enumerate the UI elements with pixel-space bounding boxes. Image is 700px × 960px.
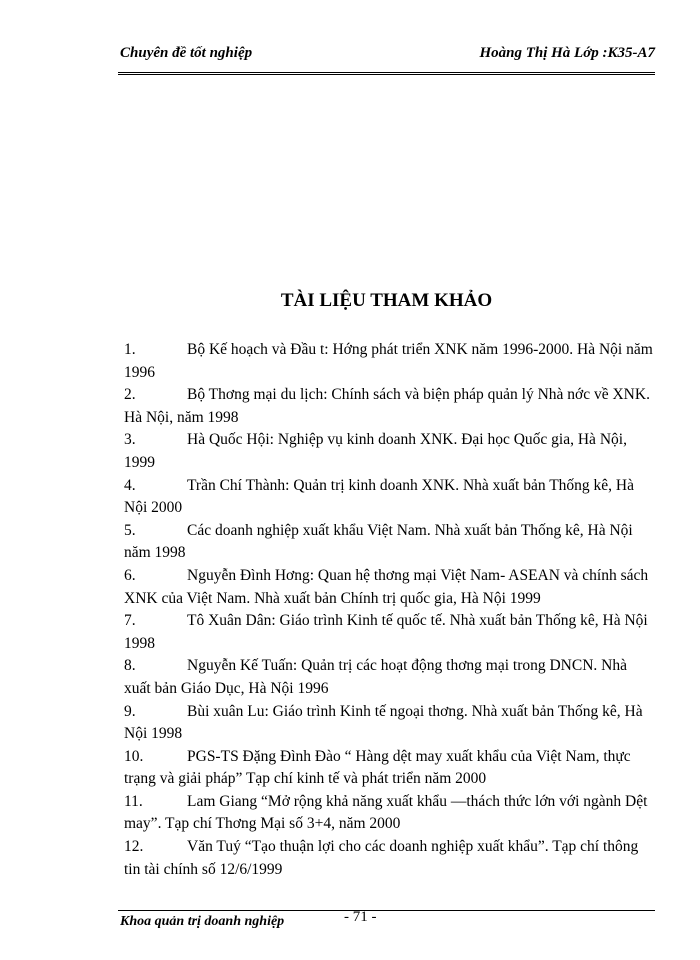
reference-number: 9.: [124, 702, 136, 720]
reference-text: Văn Tuý “Tạo thuận lợi cho các doanh nghiệp xuất khẩu”. Tạp chí thông tin tài chính số 12/6/1999: [124, 838, 639, 878]
reference-number: 1.: [124, 341, 136, 358]
reference-item: [124, 701, 654, 746]
reference-number: 11.: [124, 792, 143, 810]
reference-text: Các doanh nghiệp xuất khẩu Việt Nam. Nhà xuất bản Thống kê, Hà Nội năm 1998: [124, 521, 633, 562]
reference-number: 2.: [124, 386, 136, 404]
reference-text: Bùi xuân Lu: Giáo trình Kinh tế ngoại thơng. Nhà xuất bản Thống kê, Hà Nội 1998: [124, 702, 643, 743]
footer-left-text: Khoa quản trị doanh nghiệp: [120, 914, 285, 928]
reference-number: 7.: [124, 612, 136, 630]
reference-item: [124, 429, 654, 474]
reference-item: [124, 384, 654, 429]
reference-item: [124, 565, 654, 610]
reference-number: 4.: [124, 476, 136, 494]
reference-item: [124, 475, 654, 520]
page-header: [118, 42, 655, 75]
footer-divider: [118, 910, 655, 911]
reference-item: [124, 339, 654, 384]
reference-text: Trần Chí Thành: Quản trị kinh doanh XNK. Nhà xuất bản Thống kê, Hà Nội 2000: [124, 476, 635, 517]
reference-item: [124, 836, 654, 881]
reference-item: [124, 655, 654, 700]
reference-number: 8.: [124, 657, 136, 675]
header-left-text: Chuyên đề tốt nghiệp: [120, 45, 253, 61]
reference-text: Lam Giang “Mở rộng khả năng xuất khẩu —thách thức lớn với ngành Dệt may”. Tạp chí Thơng Mại số 3+4, năm 2000: [124, 792, 648, 833]
reference-text: Tô Xuân Dân: Giáo trình Kinh tế quốc tế. Nhà xuất bản Thống kê, Hà Nội 1998: [124, 612, 648, 652]
reference-text: Bộ Thơng mại du lịch: Chính sách và biện pháp quản lý Nhà nớc về XNK. Hà Nội, năm 1998: [124, 386, 650, 426]
header-right-text: Hoàng Thị Hà Lớp :K35-A7: [479, 45, 655, 61]
reference-text: Hà Quốc Hội: Nghiệp vụ kinh doanh XNK. Đại học Quốc gia, Hà Nội, 1999: [124, 431, 627, 471]
page-title: TÀI LIỆU THAM KHẢO: [280, 290, 493, 311]
reference-number: 6.: [124, 566, 136, 584]
reference-number: 3.: [124, 431, 136, 449]
reference-number: 10.: [124, 747, 144, 765]
reference-text: PGS-TS Đặng Đình Đào “ Hàng dệt may xuất khẩu của Việt Nam, thực trạng và giải pháp” Tạp chí kinh tế và phát triển năm 2000: [124, 747, 631, 788]
reference-item: [124, 791, 654, 836]
reference-text: Nguyễn Kế Tuấn: Quản trị các hoạt động thơng mại trong DNCN. Nhà xuất bản Giáo Dục, Hà Nội 1996: [124, 657, 627, 697]
reference-number: 5.: [124, 521, 136, 539]
reference-list: [124, 339, 654, 881]
reference-item: [124, 746, 654, 791]
page-number: - 71 -: [344, 909, 377, 925]
reference-number: 12.: [124, 838, 144, 856]
reference-item: [124, 520, 654, 565]
reference-text: Bộ Kế hoạch và Đầu t: Hớng phát triển XNK năm 1996-2000. Hà Nội năm 1996: [124, 341, 653, 381]
reference-item: [124, 610, 654, 655]
reference-text: Nguyễn Đình Hơng: Quan hệ thơng mại Việt Nam- ASEAN và chính sách XNK của Việt Nam. Nhà xuất bản Chính trị quốc gia, Hà Nội 1999: [124, 566, 649, 607]
